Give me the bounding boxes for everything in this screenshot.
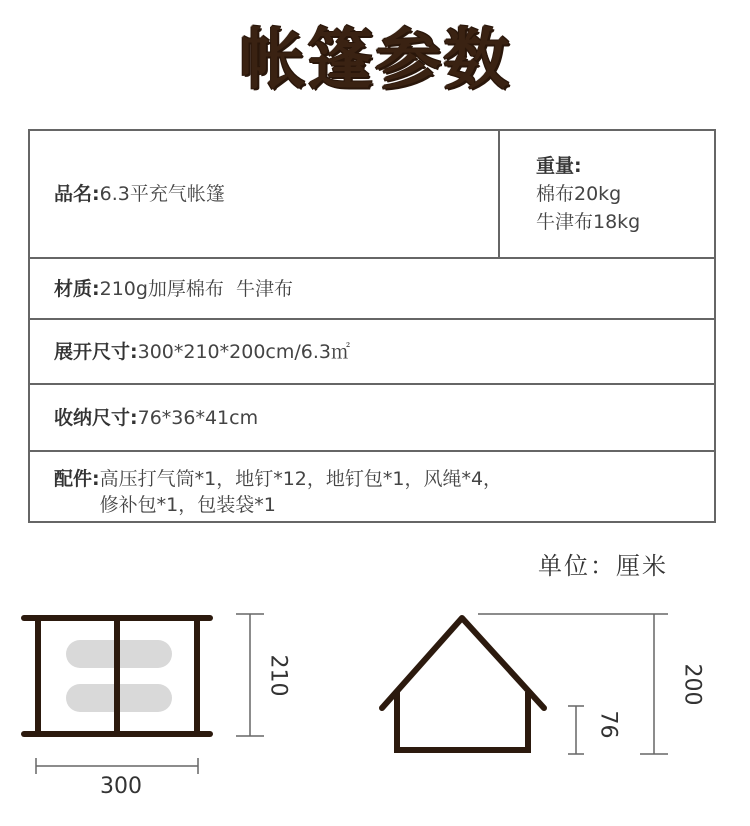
pack-size-value: 76*36*41cm (137, 406, 259, 429)
weight-label: 重量: (536, 155, 582, 177)
unit-label: 单位：厘米 (538, 552, 668, 580)
tent-outline (382, 618, 544, 708)
cell-weight (500, 131, 714, 257)
parts-line-2: 修补包*1，包装袋*1 (99, 494, 276, 516)
row-open-size (30, 318, 714, 383)
dim-depth-label: 210 (265, 654, 291, 697)
parts-line-1: 高压打气筒*1，地钉*12，地钉包*1，风绳*4， (99, 468, 503, 490)
tent-body (397, 692, 528, 750)
row-parts (30, 450, 714, 523)
floor-plan (24, 614, 264, 774)
dim-wall-label: 76 (595, 710, 621, 739)
weight-line-2: 牛津布18kg (536, 211, 641, 233)
parts-label: 配件: (54, 468, 100, 490)
row-pack-size (30, 383, 714, 450)
open-size-value: 300*210*200cm/6.3㎡ (137, 340, 350, 363)
dim-height-label: 200 (679, 663, 705, 706)
material-value: 210g加厚棉布 牛津布 (99, 277, 294, 300)
weight-line-1: 棉布20kg (536, 183, 622, 205)
name-label: 品名: (54, 183, 100, 205)
dim-width-label: 300 (100, 774, 142, 799)
parts-lines (100, 466, 502, 518)
material-label: 材质: (54, 277, 100, 300)
spec-table (28, 129, 716, 523)
pack-size-label: 收纳尺寸: (54, 406, 138, 429)
row-name-weight (30, 131, 714, 257)
row-material (30, 257, 714, 318)
cell-name (30, 131, 500, 257)
page-title: 帐篷参数 (239, 21, 511, 98)
parts-wrap (54, 452, 502, 518)
open-size-label: 展开尺寸: (54, 340, 138, 363)
name-value: 6.3平充气帐篷 (99, 183, 225, 205)
side-elevation (382, 614, 668, 754)
